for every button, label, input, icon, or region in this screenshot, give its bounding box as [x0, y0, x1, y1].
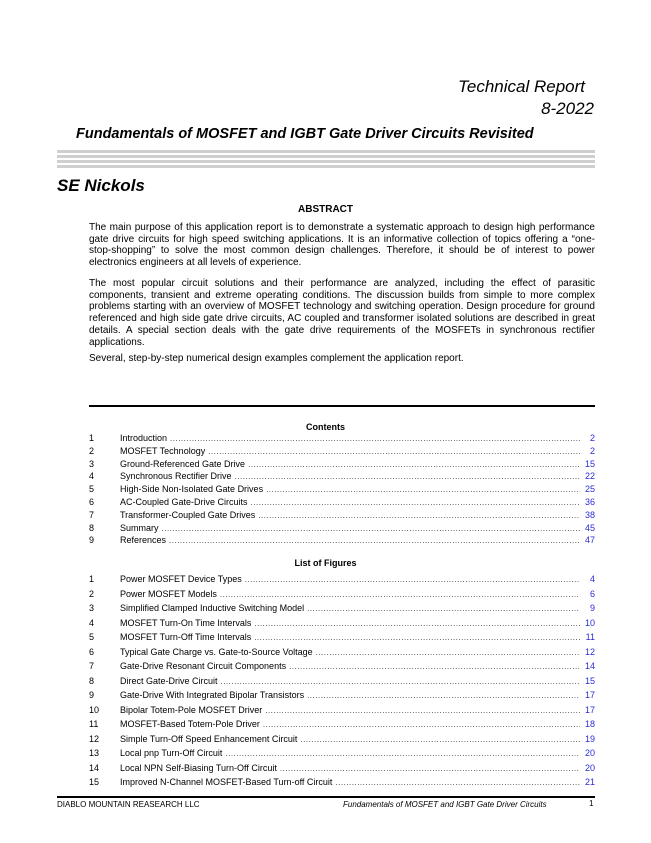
report-type: Technical Report — [458, 77, 585, 96]
entry-title[interactable]: Introduction — [120, 433, 168, 443]
author: SE Nickols — [57, 176, 145, 195]
entry-page-link[interactable]: 17 — [584, 704, 595, 715]
entry-page-link[interactable]: 47 — [584, 535, 595, 546]
dot-leader — [316, 646, 580, 661]
entry-number: 12 — [89, 733, 100, 744]
contents-list — [89, 432, 595, 547]
entry-number: 2 — [89, 588, 95, 599]
entry-page-link[interactable]: 19 — [584, 733, 595, 744]
entry-title[interactable]: Direct Gate-Drive Circuit — [120, 675, 218, 686]
entry-number: 5 — [89, 484, 95, 495]
entry-page-link[interactable]: 22 — [584, 471, 595, 482]
contents-heading: Contents — [306, 422, 345, 432]
entry-page-link[interactable]: 25 — [584, 484, 595, 495]
entry-page-link[interactable]: 2 — [589, 445, 595, 456]
entry-number: 15 — [89, 777, 100, 787]
dot-leader — [265, 704, 580, 719]
entry-title[interactable]: MOSFET Technology — [120, 445, 206, 456]
entry-number: 4 — [89, 471, 95, 482]
entry-title[interactable]: Ground-Referenced Gate Drive — [120, 458, 246, 469]
entry-number: 14 — [89, 762, 100, 773]
contents-entry[interactable] — [89, 483, 595, 496]
entry-title[interactable]: Simple Turn-Off Speed Enhancement Circuit — [120, 733, 298, 744]
title-rule — [57, 165, 595, 168]
entry-page-link[interactable]: 36 — [584, 496, 595, 507]
entry-page-link[interactable]: 45 — [584, 522, 595, 533]
entry-page-link[interactable]: 4 — [589, 574, 595, 584]
entry-title[interactable]: Typical Gate Charge vs. Gate-to-Source Voltage — [120, 646, 313, 657]
entry-number: 1 — [89, 433, 95, 443]
figure-entry[interactable] — [89, 572, 595, 587]
figure-entry[interactable] — [89, 775, 595, 790]
dot-leader — [307, 602, 580, 617]
entry-number: 6 — [89, 496, 95, 507]
entry-page-link[interactable]: 18 — [584, 719, 595, 729]
dot-leader — [225, 747, 580, 762]
entry-title[interactable]: Synchronous Rectifier Drive — [120, 471, 232, 482]
entry-title[interactable]: AC-Coupled Gate-Drive Circuits — [120, 496, 248, 507]
dot-leader — [162, 523, 580, 536]
contents-entry[interactable] — [89, 432, 595, 445]
title-rule-stack — [57, 150, 595, 170]
entry-number: 4 — [89, 617, 95, 628]
dot-leader — [245, 573, 580, 588]
dot-leader — [248, 459, 580, 472]
entry-title[interactable]: Transformer-Coupled Gate Drives — [120, 509, 256, 520]
dot-leader — [263, 718, 580, 733]
footer-company: DIABLO MOUNTAIN REASEARCH LLC — [57, 800, 200, 809]
entry-title[interactable]: MOSFET Turn-On Time Intervals — [120, 617, 252, 628]
entry-title[interactable]: Local pnp Turn-Off Circuit — [120, 748, 223, 758]
entry-page-link[interactable]: 38 — [584, 509, 595, 520]
contents-entry[interactable] — [89, 445, 595, 458]
figure-entry[interactable] — [89, 601, 595, 616]
entry-title[interactable]: Power MOSFET Models — [120, 588, 217, 599]
dot-leader — [266, 484, 580, 497]
footer-running-title: Fundamentals of MOSFET and IGBT Gate Driver Circuits — [343, 800, 547, 809]
footer-divider — [57, 796, 595, 798]
footer-page-number: 1 — [589, 799, 594, 808]
entry-page-link[interactable]: 2 — [589, 433, 595, 443]
title-rule — [57, 155, 595, 158]
entry-title[interactable]: Improved N-Channel MOSFET-Based Turn-off Circuit — [120, 777, 333, 787]
entry-number: 9 — [89, 690, 95, 700]
entry-number: 3 — [89, 458, 95, 469]
entry-number: 10 — [89, 704, 100, 715]
entry-page-link[interactable]: 15 — [584, 458, 595, 469]
abstract-paragraph: The main purpose of this application report is to demonstrate a systematic approach to design high performance gate drive circuits for high speed switching applications. It is an informative collection of topics offering a “one-stop-shopping” to solve the most common design challenges. Therefore, it should be of interest to power electronics engineers at all levels of experience. — [89, 222, 595, 269]
title-rule — [57, 150, 595, 153]
entry-page-link[interactable]: 17 — [584, 690, 595, 700]
dot-leader — [251, 497, 580, 510]
contents-entry[interactable] — [89, 534, 595, 547]
figure-entry[interactable] — [89, 674, 595, 689]
entry-page-link[interactable]: 15 — [584, 675, 595, 686]
figure-entry[interactable] — [89, 659, 595, 674]
entry-title[interactable]: Gate-Drive Resonant Circuit Components — [120, 661, 287, 671]
dot-leader — [208, 446, 580, 459]
entry-page-link[interactable]: 6 — [589, 588, 595, 599]
entry-title[interactable]: Summary — [120, 522, 159, 533]
entry-page-link[interactable]: 12 — [584, 646, 595, 657]
dot-leader — [289, 660, 580, 675]
dot-leader — [221, 675, 580, 690]
contents-divider — [89, 405, 595, 407]
entry-number: 8 — [89, 675, 95, 686]
dot-leader — [220, 588, 580, 603]
figure-entry[interactable] — [89, 616, 595, 631]
entry-title[interactable]: References — [120, 535, 167, 546]
entry-title[interactable]: Gate-Drive With Integrated Bipolar Transistors — [120, 690, 305, 700]
entry-title[interactable]: Local NPN Self-Biasing Turn-Off Circuit — [120, 762, 277, 773]
abstract-paragraph: The most popular circuit solutions and their performance are analyzed, including the effect of parasitic components, transient and extreme operating conditions. The discussion builds from simple to more complex problems starting with an overview of MOSFET technology and switching operation. Design procedure for ground referenced and high side gate drive circuits, AC coupled and transformer isolated solutions are described in great details. A special section deals with the gate drive requirements of the MOSFETs in synchronous rectifier applications. — [89, 278, 595, 348]
figure-entry[interactable] — [89, 688, 595, 703]
entry-title[interactable]: Power MOSFET Device Types — [120, 574, 242, 584]
dot-leader — [280, 762, 580, 777]
dot-leader — [235, 471, 580, 484]
entry-number: 7 — [89, 509, 95, 520]
entry-number: 11 — [89, 719, 99, 729]
dot-leader — [335, 776, 580, 791]
dot-leader — [307, 689, 580, 704]
figure-entry[interactable] — [89, 587, 595, 602]
dot-leader — [169, 535, 580, 548]
contents-entry[interactable] — [89, 470, 595, 483]
entry-number: 5 — [89, 632, 95, 642]
entry-title[interactable]: Bipolar Totem-Pole MOSFET Driver — [120, 704, 263, 715]
contents-entry[interactable] — [89, 509, 595, 522]
figure-entry[interactable] — [89, 630, 595, 645]
entry-title[interactable]: High-Side Non-Isolated Gate Drives — [120, 484, 264, 495]
entry-page-link[interactable]: 11 — [585, 632, 595, 642]
entry-number: 2 — [89, 445, 95, 456]
entry-number: 1 — [89, 574, 95, 584]
figure-entry[interactable] — [89, 746, 595, 761]
entry-number: 13 — [89, 748, 100, 758]
dot-leader — [254, 617, 580, 632]
figure-entry[interactable] — [89, 717, 595, 732]
contents-entry[interactable] — [89, 522, 595, 535]
abstract-paragraph: Several, step-by-step numerical design examples complement the application report. — [89, 353, 464, 364]
entry-number: 6 — [89, 646, 95, 657]
entry-page-link[interactable]: 10 — [584, 617, 595, 628]
entry-page-link[interactable]: 20 — [584, 762, 595, 773]
entry-page-link[interactable]: 20 — [584, 748, 595, 758]
figure-entry[interactable] — [89, 703, 595, 718]
entry-title[interactable]: Simplified Clamped Inductive Switching Model — [120, 603, 305, 613]
figure-entry[interactable] — [89, 732, 595, 747]
contents-entry[interactable] — [89, 496, 595, 509]
entry-page-link[interactable]: 21 — [584, 777, 595, 787]
figure-entry[interactable] — [89, 645, 595, 660]
document-title: Fundamentals of MOSFET and IGBT Gate Driver Circuits Revisited — [76, 126, 534, 142]
entry-title[interactable]: MOSFET-Based Totem-Pole Driver — [120, 719, 260, 729]
figures-list — [89, 572, 595, 790]
entry-number: 7 — [89, 661, 95, 671]
entry-number: 9 — [89, 535, 95, 546]
entry-number: 8 — [89, 522, 95, 533]
entry-number: 3 — [89, 603, 95, 613]
figures-heading: List of Figures — [294, 558, 357, 568]
contents-entry[interactable] — [89, 458, 595, 471]
dot-leader — [300, 733, 580, 748]
abstract-heading: ABSTRACT — [298, 204, 353, 215]
figure-entry[interactable] — [89, 761, 595, 776]
entry-page-link[interactable]: 9 — [589, 603, 595, 613]
dot-leader — [170, 433, 580, 446]
dot-leader — [258, 510, 580, 523]
title-rule — [57, 160, 595, 163]
dot-leader — [254, 631, 580, 646]
report-date: 8-2022 — [541, 99, 594, 118]
entry-title[interactable]: MOSFET Turn-Off Time Intervals — [120, 632, 252, 642]
entry-page-link[interactable]: 14 — [584, 661, 595, 671]
